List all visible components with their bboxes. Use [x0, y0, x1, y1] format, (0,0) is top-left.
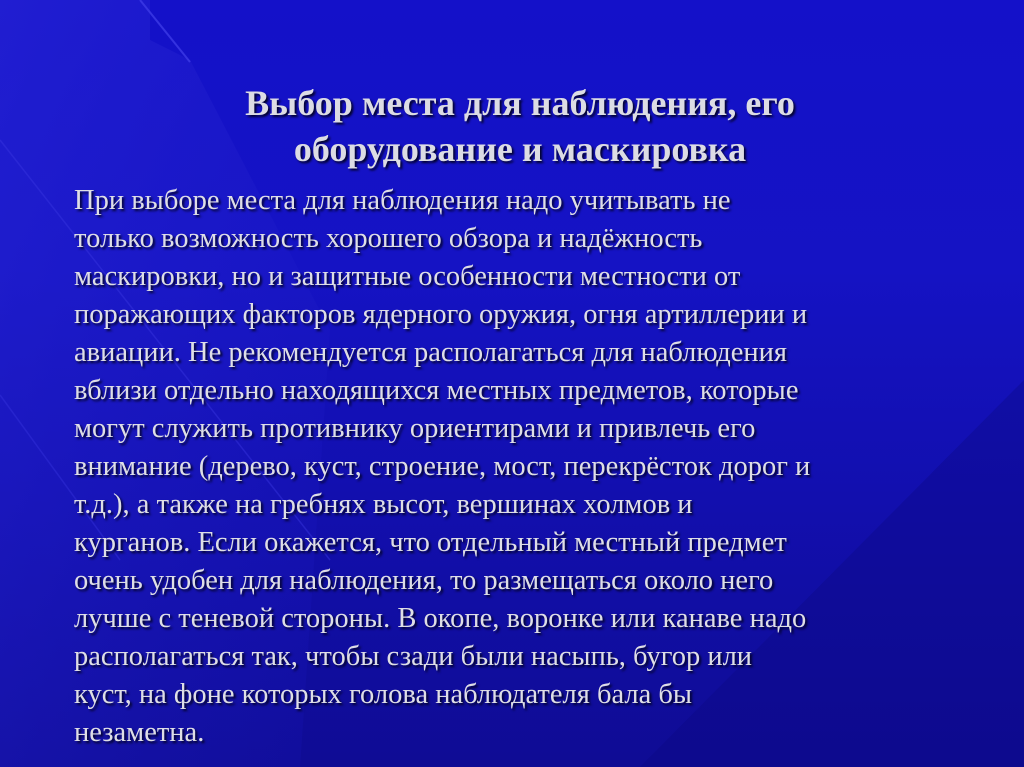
- body-line: очень удобен для наблюдения, то размещаться около него: [74, 565, 774, 596]
- slide-body-paragraph: [74, 182, 974, 752]
- body-line: При выборе места для наблюдения надо учитывать не: [74, 185, 731, 216]
- body-line: курганов. Если окажется, что отдельный местный предмет: [74, 527, 787, 558]
- body-line: т.д.), а также на гребнях высот, вершинах холмов и: [74, 489, 693, 520]
- body-line: поражающих факторов ядерного оружия, огня артиллерии и: [74, 299, 808, 330]
- body-line: лучше с теневой стороны. В окопе, воронке или канаве надо: [74, 603, 807, 634]
- body-line: куст, на фоне которых голова наблюдателя бала бы: [74, 679, 693, 710]
- slide-title: [110, 80, 930, 172]
- body-line: внимание (дерево, куст, строение, мост, перекрёсток дорог и: [74, 451, 811, 482]
- body-line: незаметна.: [74, 717, 205, 748]
- body-line: маскировки, но и защитные особенности местности от: [74, 261, 741, 292]
- body-line: вблизи отдельно находящихся местных предметов, которые: [74, 375, 799, 406]
- body-line: только возможность хорошего обзора и надёжность: [74, 223, 703, 254]
- body-line: располагаться так, чтобы сзади были насыпь, бугор или: [74, 641, 753, 672]
- slide-title-line: оборудование и маскировка: [293, 129, 747, 169]
- body-line: авиации. Не рекомендуется располагаться для наблюдения: [74, 337, 787, 368]
- slide-title-line: Выбор места для наблюдения, его: [245, 83, 795, 123]
- body-line: могут служить противнику ориентирами и привлечь его: [74, 413, 756, 444]
